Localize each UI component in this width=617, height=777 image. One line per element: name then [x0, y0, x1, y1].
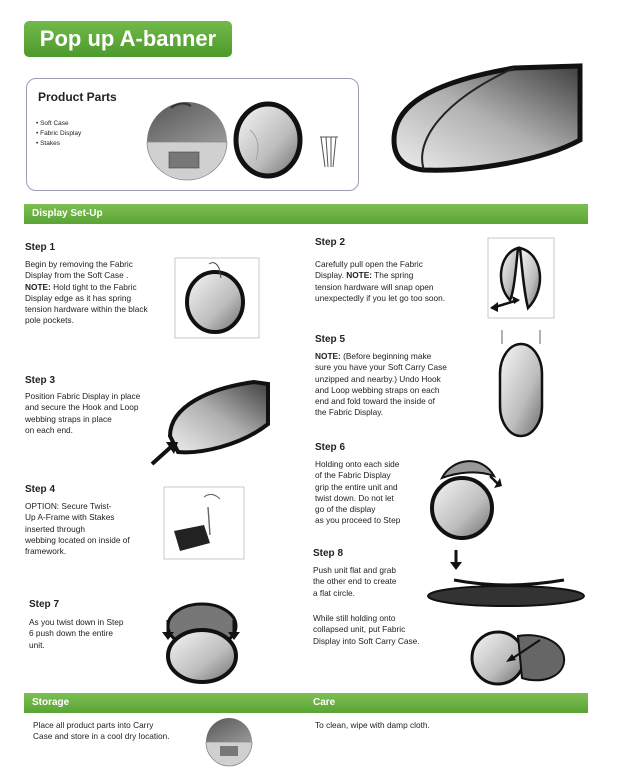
step-8-heading: Step 8 [313, 548, 344, 559]
step-8-case-illustration [470, 628, 568, 686]
step-1-line: Display edge as it has spring [25, 292, 132, 303]
product-parts-list [36, 119, 81, 149]
step-8-line: a flat circle. [313, 587, 355, 598]
step-3-illustration [150, 376, 272, 468]
step-2-text [315, 259, 490, 304]
step-6-line: Holding onto each side [315, 459, 400, 469]
product-parts-heading: Product Parts [38, 90, 117, 104]
step-6-illustration [428, 448, 508, 542]
step-5-line: the Fabric Display. [315, 407, 384, 418]
step-2-line: Carefully pull open the Fabric [315, 259, 423, 269]
step-8-line: Display into Soft Carry Case. [313, 635, 420, 646]
step-3-line: webbing straps in place [25, 413, 112, 424]
storage-line: Place all product parts into Carry [33, 720, 154, 730]
note-label: NOTE: [25, 281, 51, 292]
note-label: NOTE: [346, 270, 373, 281]
step-5-line: and Loop webbing straps on each [315, 384, 440, 395]
storage-text [33, 720, 213, 743]
list-item: • Stakes [36, 139, 81, 149]
page-title: Pop up A-banner [24, 21, 232, 57]
step-2-line: Display. [315, 270, 347, 281]
step-4-line: inserted through [25, 523, 85, 534]
step-6-heading: Step 6 [315, 442, 346, 453]
setup-section-label: Display Set-Up [32, 208, 103, 219]
step-1-line: pole pockets. [25, 315, 74, 326]
step-1-text [25, 259, 185, 327]
step-7-text [29, 617, 169, 651]
storage-line: Case and store in a cool dry location. [33, 731, 170, 742]
step-5-line: end and fold toward the inside of [315, 396, 435, 407]
assembled-banner-illustration [384, 60, 584, 180]
step-8-line: Push unit flat and grab [313, 565, 397, 575]
step-7-line: 6 push down the entire [29, 628, 113, 639]
step-3-line: and secure the Hook and Loop [25, 402, 139, 413]
storage-section-label: Storage [32, 697, 70, 708]
step-6-line: twist down. Do not let [315, 492, 394, 503]
step-2-line: unexpectedly if you let go too soon. [315, 292, 446, 303]
step-4-text [25, 501, 175, 557]
step-8-text-2 [313, 613, 463, 647]
step-4-line: framework. [25, 546, 67, 557]
soft-case-illustration [143, 98, 233, 183]
step-8-line: the other end to create [313, 576, 397, 587]
step-3-line: on each end. [25, 424, 73, 435]
step-1-line: Begin by removing the Fabric [25, 259, 133, 269]
step-8-line: While still holding onto [313, 613, 396, 623]
step-7-heading: Step 7 [29, 599, 60, 610]
step-2-illustration [488, 238, 554, 318]
step-7-line: As you twist down in Step [29, 617, 124, 627]
step-6-line: as you proceed to Step [315, 515, 401, 526]
step-2-line: tension hardware will snap open [315, 281, 434, 292]
stakes-illustration [318, 135, 340, 171]
step-3-heading: Step 3 [25, 375, 56, 386]
storage-section-bar [24, 693, 588, 713]
step-5-heading: Step 5 [315, 334, 346, 345]
list-item: • Soft Case [36, 119, 81, 129]
note-label: NOTE: [315, 351, 341, 361]
step-7-illustration [160, 594, 244, 686]
step-4-line: OPTION: Secure Twist- [25, 501, 112, 511]
step-7-line: unit. [29, 639, 45, 650]
step-6-line: go of the display [315, 504, 376, 515]
fabric-display-illustration [232, 100, 304, 180]
step-5-text [315, 351, 495, 419]
step-5-illustration [496, 328, 546, 440]
step-6-line: of the Fabric Display [315, 470, 391, 481]
step-4-line: webbing located on inside of [25, 534, 130, 545]
step-4-heading: Step 4 [25, 484, 56, 495]
step-5-line: (Before beginning make [340, 351, 432, 361]
step-5-line: unzipped and nearby.) Undo Hook [315, 373, 441, 384]
step-1-line: Hold tight to the Fabric [50, 281, 137, 292]
step-6-line: grip the entire unit and [315, 481, 398, 492]
step-6-text [315, 459, 435, 527]
storage-case-illustration [204, 716, 254, 770]
step-1-heading: Step 1 [25, 242, 56, 253]
setup-section-bar [24, 204, 588, 224]
step-8-line: collapsed unit, put Fabric [313, 624, 406, 635]
care-text: To clean, wipe with damp cloth. [315, 720, 430, 730]
step-1-illustration [175, 258, 259, 338]
step-2-line: The spring [372, 270, 414, 281]
step-8-illustration [424, 550, 588, 610]
list-item: • Fabric Display [36, 129, 81, 139]
step-1-line: tension hardware within the black [25, 304, 148, 315]
step-1-line: Display from the Soft Case . [25, 270, 129, 281]
step-3-line: Position Fabric Display in place [25, 391, 141, 401]
care-section-label: Care [313, 697, 336, 708]
step-2-heading: Step 2 [315, 237, 346, 248]
step-5-line: sure you have your Soft Carry Case [315, 362, 447, 373]
step-4-illustration [164, 487, 244, 559]
step-4-line: Up A-Frame with Stakes [25, 512, 115, 523]
